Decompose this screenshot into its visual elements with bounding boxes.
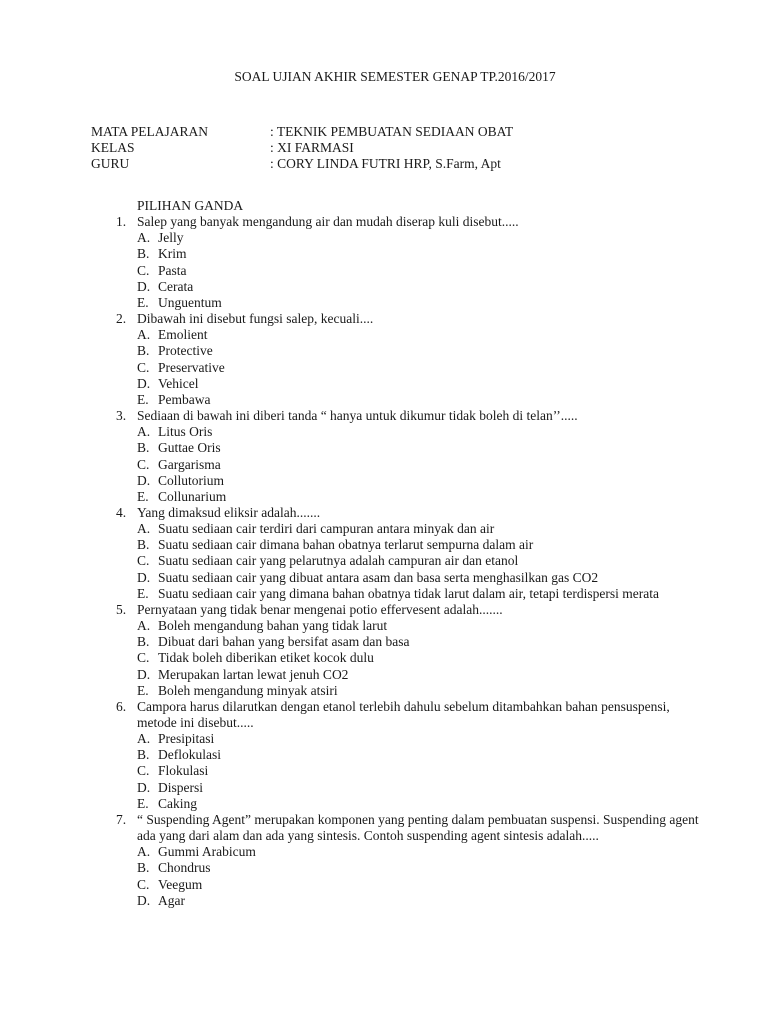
info-label: MATA PELAJARAN	[91, 124, 209, 139]
option-text: Veegum	[158, 876, 203, 892]
answer-option	[137, 246, 707, 262]
answer-option	[137, 844, 707, 860]
option-text: Dibuat dari bahan yang bersifat asam dan basa	[158, 634, 410, 650]
option-letter: D.	[137, 779, 151, 795]
option-text: Presipitasi	[158, 731, 215, 747]
option-text: Suatu sediaan cair yang dimana bahan obatnya tidak larut dalam air, tetapi terdispersi merata	[158, 585, 660, 601]
answer-option	[137, 230, 707, 246]
answer-option	[137, 683, 707, 699]
question-4	[116, 504, 707, 521]
option-text: Krim	[158, 246, 187, 262]
question-number: 5.	[116, 601, 127, 617]
answer-option	[137, 263, 707, 279]
answer-option	[137, 521, 707, 537]
question-number: 2.	[116, 311, 127, 327]
info-row-class	[91, 140, 513, 156]
option-letter: C.	[137, 763, 150, 779]
info-value: : CORY LINDA FUTRI HRP, S.Farm, Apt	[270, 156, 501, 172]
question-number: 4.	[116, 504, 127, 520]
answer-option	[137, 553, 707, 569]
option-text: Collutorium	[158, 472, 225, 488]
option-text: Vehicel	[158, 375, 199, 391]
info-value: : XI FARMASI	[270, 140, 354, 156]
answer-option	[137, 279, 707, 295]
question-text: Dibawah ini disebut fungsi salep, kecuali....	[137, 311, 374, 327]
info-row-teacher	[91, 156, 513, 172]
answer-option	[137, 473, 707, 489]
option-letter: E.	[137, 294, 149, 310]
answer-option	[137, 860, 707, 876]
question-7	[116, 811, 707, 844]
question-text: Pernyataan yang tidak benar mengenai potio effervesent adalah.......	[137, 601, 503, 617]
option-text: Merupakan lartan lewat jenuh CO2	[158, 666, 349, 682]
option-text: Suatu sediaan cair dimana bahan obatnya terlarut sempurna dalam air	[158, 537, 534, 553]
option-text: Tidak boleh diberikan etiket kocok dulu	[158, 650, 374, 666]
answer-option	[137, 537, 707, 553]
exam-info	[91, 124, 513, 172]
option-text: Pembawa	[158, 391, 211, 407]
question-number: 6.	[116, 698, 127, 714]
multiple-choice-section	[116, 198, 707, 909]
option-text: Flokulasi	[158, 763, 209, 779]
option-letter: D.	[137, 472, 151, 488]
answer-option	[137, 877, 707, 893]
info-label: KELAS	[91, 140, 135, 156]
question-text: Campora harus dilarutkan dengan etanol terlebih dahulu sebelum ditambahkan bahan pensuspensi, metode ini disebut.....	[137, 698, 670, 730]
question-3	[116, 408, 707, 424]
answer-option	[137, 489, 707, 505]
option-letter: E.	[137, 585, 149, 601]
option-letter: C.	[137, 876, 150, 892]
answer-option	[137, 376, 707, 392]
option-text: Gargarisma	[158, 456, 221, 472]
question-1	[116, 214, 707, 230]
option-text: Jelly	[158, 230, 184, 246]
answer-option	[137, 667, 707, 683]
question-number: 7.	[116, 811, 127, 827]
option-text: Collunarium	[158, 488, 227, 504]
section-title: PILIHAN GANDA	[137, 198, 244, 213]
option-letter: C.	[137, 650, 150, 666]
answer-option	[137, 618, 707, 634]
option-text: Deflokulasi	[158, 747, 221, 763]
option-letter: A.	[137, 731, 151, 747]
answer-option	[137, 424, 707, 440]
option-text: Cerata	[158, 278, 194, 294]
option-letter: E.	[137, 795, 149, 811]
question-text: Yang dimaksud eliksir adalah.......	[137, 504, 321, 520]
option-letter: B.	[137, 343, 150, 359]
answer-option	[137, 796, 707, 812]
option-letter: D.	[137, 892, 151, 908]
question-text: Sediaan di bawah ini diberi tanda “ hanya untuk dikumur tidak boleh di telan’’.....	[137, 408, 578, 424]
answer-option	[137, 763, 707, 779]
answer-option	[137, 780, 707, 796]
question-2	[116, 311, 707, 327]
option-letter: D.	[137, 278, 151, 294]
option-letter: C.	[137, 553, 150, 569]
option-letter: A.	[137, 521, 151, 537]
question-text: “ Suspending Agent” merupakan komponen yang penting dalam pembuatan suspensi. Suspending agent ada yang dari alam dan ada yang sintesis. Contoh suspending agent sintesis adalah.....	[137, 811, 699, 844]
option-text: Suatu sediaan cair yang dibuat antara asam dan basa serta menghasilkan gas CO2	[158, 569, 599, 585]
option-text: Pasta	[158, 262, 187, 278]
option-text: Protective	[158, 343, 213, 359]
answer-option	[137, 570, 707, 586]
option-letter: D.	[137, 569, 151, 585]
option-text: Suatu sediaan cair yang pelarutnya adalah campuran air dan etanol	[158, 553, 519, 569]
answer-option	[137, 893, 707, 909]
option-letter: B.	[137, 747, 150, 763]
option-text: Emolient	[158, 327, 208, 343]
option-text: Preservative	[158, 359, 225, 375]
answer-option	[137, 343, 707, 359]
answer-option	[137, 327, 707, 343]
option-letter: E.	[137, 682, 149, 698]
answer-option	[137, 360, 707, 376]
answer-option	[137, 747, 707, 763]
option-letter: E.	[137, 391, 149, 407]
option-text: Agar	[158, 892, 185, 908]
option-letter: C.	[137, 359, 150, 375]
option-letter: B.	[137, 246, 150, 262]
option-text: Dispersi	[158, 779, 203, 795]
question-6	[116, 698, 707, 731]
question-text: Salep yang banyak mengandung air dan mudah diserap kuli disebut.....	[137, 214, 519, 230]
answer-option	[137, 731, 707, 747]
option-letter: D.	[137, 666, 151, 682]
option-text: Guttae Oris	[158, 440, 221, 456]
option-text: Litus Oris	[158, 424, 213, 440]
option-text: Chondrus	[158, 860, 211, 876]
question-number: 3.	[116, 408, 127, 424]
answer-option	[137, 295, 707, 311]
option-letter: D.	[137, 375, 151, 391]
option-text: Suatu sediaan cair terdiri dari campuran antara minyak dan air	[158, 521, 495, 537]
option-text: Boleh mengandung minyak atsiri	[158, 682, 338, 698]
option-letter: A.	[137, 844, 151, 860]
answer-option	[137, 440, 707, 456]
option-letter: B.	[137, 440, 150, 456]
question-number: 1.	[116, 214, 127, 230]
option-letter: A.	[137, 618, 151, 634]
answer-option	[137, 586, 707, 602]
option-text: Gummi Arabicum	[158, 844, 256, 860]
option-letter: A.	[137, 230, 151, 246]
option-letter: B.	[137, 634, 150, 650]
option-letter: C.	[137, 262, 150, 278]
option-letter: B.	[137, 860, 150, 876]
option-text: Unguentum	[158, 294, 222, 310]
answer-option	[137, 457, 707, 473]
answer-option	[137, 634, 707, 650]
info-row-subject	[91, 124, 513, 140]
answer-option	[137, 392, 707, 408]
answer-option	[137, 650, 707, 666]
info-label: GURU	[91, 156, 130, 172]
option-letter: A.	[137, 327, 151, 343]
option-text: Boleh mengandung bahan yang tidak larut	[158, 618, 388, 634]
question-5	[116, 601, 707, 618]
option-letter: A.	[137, 424, 151, 440]
info-value: : TEKNIK PEMBUATAN SEDIAAN OBAT	[270, 124, 514, 139]
option-text: Caking	[158, 795, 197, 811]
document-title: SOAL UJIAN AKHIR SEMESTER GENAP TP.2016/2017	[234, 69, 556, 84]
option-letter: B.	[137, 537, 150, 553]
option-letter: E.	[137, 488, 149, 504]
option-letter: C.	[137, 456, 150, 472]
